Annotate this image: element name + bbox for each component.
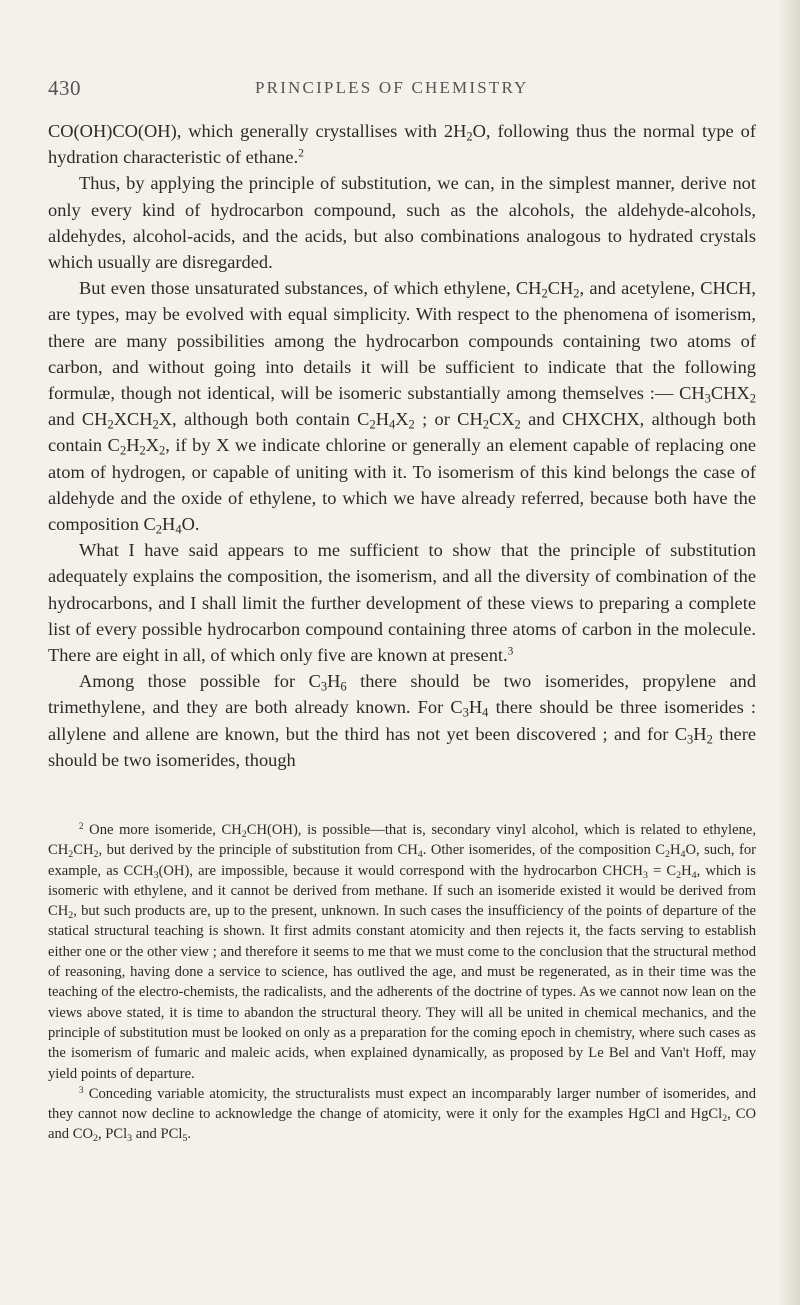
paragraph-p3: But even those unsaturated substances, of which ethylene, $CH_2CH_2$, and acetylene, CHCH, are types, may be evolved with equal simplicity. With respect to the phenomena of isomerism, there are many possibilities among the hydrocarbon compounds containing two atoms of carbon, and without going into details it will be sufficient to indicate that the following formulæ, though not identical, will be isomeric substantially among themselves :— $CH_3CHX_2$ and $CH_2XCH_2X$, although both contain $C_2H_4X_2$ ; or $CH_2CX_2$ and CHXCHX, although both contain $C_2H_2X_2$, if by X we indicate chlorine or generally an element capable of replacing one atom of hydrogen, or capable of uniting with it. To isomerism of this kind belongs the case of aldehyde and the oxide of ethylene, to which we have already referred, because both have the composition $C_2H_4O$.: [48, 278, 756, 537]
page-edge-shadow: [778, 0, 800, 1305]
footnotes: [48, 820, 756, 1145]
page-header: [0, 76, 800, 106]
footnote-fn2: $^2$ One more isomeride, $CH_2CH(OH)$, is possible—that is, secondary vinyl alcohol, which is related to ethylene, $CH_2CH_2$, but derived by the principle of substitution from $CH_4$. Other isomerides, of the composition $C_2H_4O$, such, for example, as $CCH_3(OH)$, are impossible, because it would correspond with the hydrocarbon $CHCH_3 = C_2H_4$, which is isomeric with ethylene, and it cannot be derived from methane. If such an isomeride existed it would be derived from $CH_2$, but such products are, up to the present, unknown. In such cases the insufficiency of the points of departure of the statical structural teaching is shown. It first admits constant atomicity and then rejects it, the facts serving to establish either one or the other view ; and therefore it seems to me that we must come to the conclusion that the structural method of reasoning, having done a service to science, has outlived the age, and must be regenerated, as in their time was the teaching of the electro-chemists, the radicalists, and the adherents of the doctrine of types. As we cannot now lean on the views above stated, it is time to abandon the structural theory. They will all be united in chemical mechanics, and the principle of substitution must be looked on only as a preparation for the coming epoch in chemistry, where such cases as the isomerism of fumaric and maleic acids, when explained dynamically, as proposed by Le Bel and Van't Hoff, may yield points of departure.: [48, 821, 756, 1082]
body-text: [48, 118, 756, 773]
paragraph-p5: Among those possible for $C_3H_6$ there should be two isomerides, propylene and trimethylene, and they are both already known. For $C_3H_4$ there should be three isomerides : allylene and allene are known, but the third has not yet been discovered ; and for $C_3H_2$ there should be two isomerides, though: [48, 671, 757, 770]
paragraph-p4: What I have said appears to me sufficient to show that the principle of substitution adequately explains the composition, the isomerism, and all the diversity of combination of the hydrocarbons, and I shall limit the further development of these views to preparing a complete list of every possible hydrocarbon compound containing three atoms of carbon in the molecule. There are eight in all, of which only five are known at present.$^3$: [48, 540, 756, 666]
footnote-fn3: $^3$ Conceding variable atomicity, the structuralists must expect an incomparably larger number of isomerides, and they cannot now decline to acknowledge the change of atomicity, were it only for the examples HgCl and HgCl$_2$, CO and $CO_2$, PCl$_3$ and PCl$_5$.: [48, 1084, 756, 1145]
page-number: 430: [48, 76, 81, 100]
paragraph-p1: CO(OH)CO(OH), which generally crystallises with $2H_2O$, following thus the normal type of hydration characteristic of ethane.$^2$: [48, 121, 756, 168]
paragraph-p2: Thus, by applying the principle of substitution, we can, in the simplest manner, derive not only every kind of hydrocarbon compound, such as the alcohols, the aldehyde-alcohols, aldehydes, alcohol-acids, and the acids, but also combinations analogous to hydrated crystals which usually are disregarded.: [48, 173, 756, 273]
running-title: PRINCIPLES OF CHEMISTRY: [255, 78, 529, 97]
